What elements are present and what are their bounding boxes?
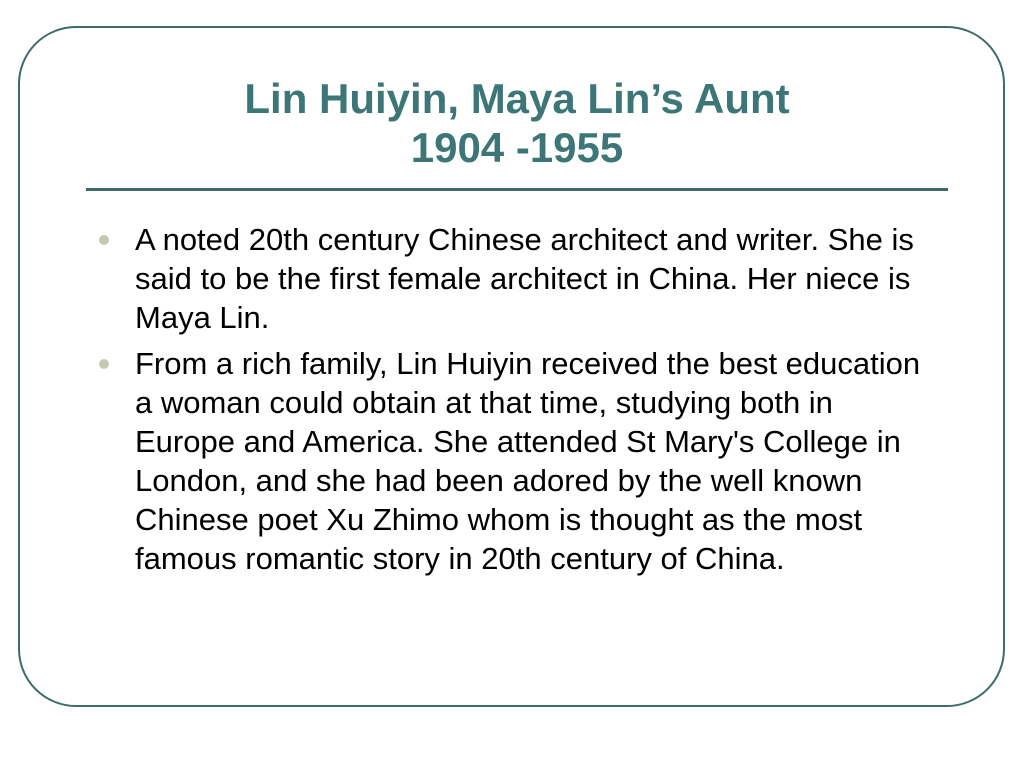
bullet-text: A noted 20th century Chinese architect and writer. She is said to be the first female architect in China. Her niece is Maya Lin.: [135, 222, 914, 335]
title-divider: [86, 188, 948, 191]
bullet-dot-icon: [99, 359, 109, 369]
bullet-list: [96, 220, 936, 585]
title-dates-line: 1904 -1955: [410, 124, 624, 171]
bullet-dot-icon: [99, 235, 109, 245]
bullet-item: [96, 344, 936, 578]
bullet-text: From a rich family, Lin Huiyin received the best education a woman could obtain at that time, studying both in Europe and America. She attended St Mary's College in London, and she had been adored by the well known Chinese poet Xu Zhimo whom is thought as the most famous romantic story in 20th century of China.: [135, 346, 921, 576]
title-name-line: Lin Huiyin, Maya Lin’s Aunt: [244, 75, 790, 122]
bullet-item: [96, 220, 936, 337]
slide-title: [86, 74, 948, 172]
